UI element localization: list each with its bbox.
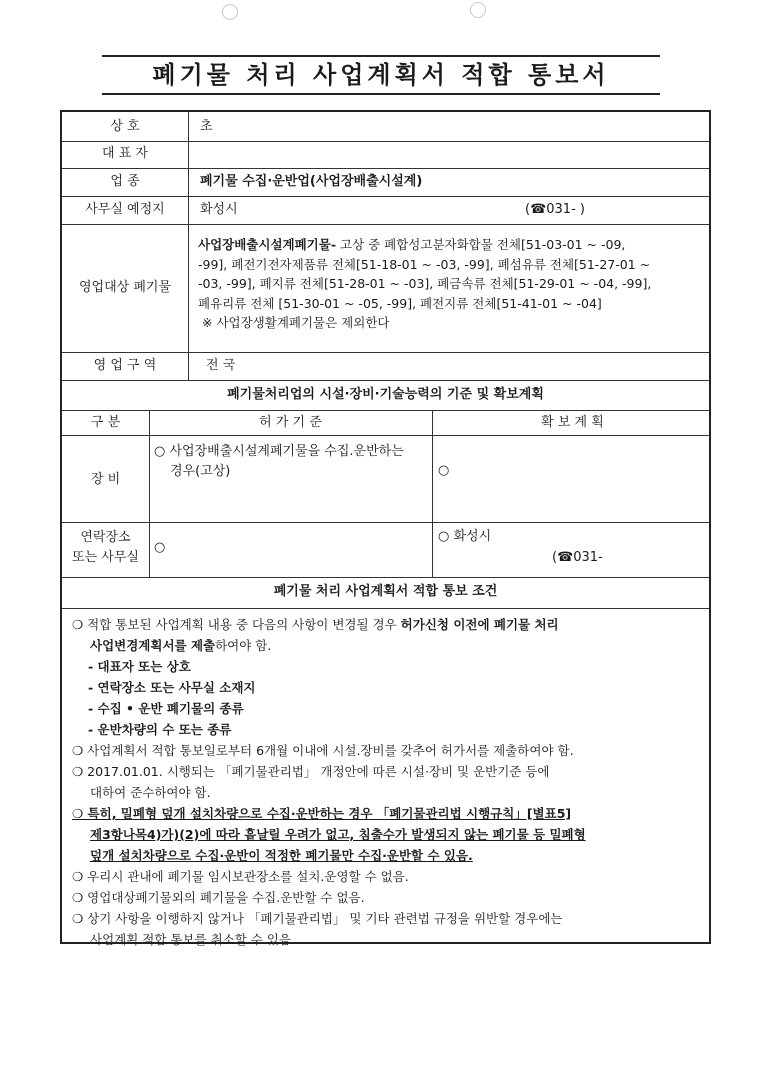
punch-hole-mark [222, 4, 238, 20]
condition-sub-item: - 대표자 또는 상호 [88, 659, 191, 674]
business-area-value: 전 국 [206, 358, 236, 373]
condition-sub-item: - 연락장소 또는 사무실 소재지 [88, 680, 256, 695]
company-value: 초 [200, 119, 213, 134]
document-title: 폐기물 처리 사업계획서 적합 통보서 [102, 55, 660, 95]
section-conditions-heading: 폐기물 처리 사업계획서 적합 통보 조건 [273, 584, 498, 599]
equipment-criteria: ○ 사업장배출시설계폐기물을 수집.운반하는 경우(고상) [154, 444, 404, 479]
condition-4: ❍ 특히, 밀폐형 덮개 설치차량으로 수집·운반하는 경우 「폐기물관리법 시행규칙」[별표5] [72, 806, 572, 821]
equipment-plan: ○ [438, 463, 450, 478]
punch-hole-mark [470, 2, 486, 18]
label-business-area: 영 업 구 역 [93, 358, 157, 373]
label-target-waste: 영업대상 폐기물 [78, 280, 172, 295]
condition-1: ❍ 적합 통보된 사업계획 내용 중 다음의 사항이 변경될 경우 허가신청 이전에 폐기물 처리 [72, 617, 559, 632]
contact-plan-phone: (☎031- [552, 550, 603, 565]
target-waste-description: 사업장배출시설계폐기물- 고상 중 폐합성고분자화합물 전체[51-03-01 ~ -09, -99], 폐전기전자제품류 전체[51-18-01 ~ -03, -99], 폐섬유류 전체[51-27-01 ~ -03, -99], 폐지류 전체[51-28-01 ~ -03], 폐금속류 전체[51-29-01 ~ -04, -99], 폐유리류 전체 [51-30-01 ~ -05, -99], 폐전지류 전체[51-41-01 ~ -04] ※ 사업장생활계폐기물은 제외한다 [198, 235, 708, 333]
contact-label: 연락장소 또는 사무실 [72, 530, 139, 565]
condition-5: ❍ 우리시 관내에 폐기물 임시보관장소를 설치.운영할 수 없음. [72, 869, 409, 884]
office-site-value: 화성시 [200, 202, 238, 217]
label-office-site: 사무실 예정지 [85, 202, 165, 217]
equipment-label: 장 비 [90, 472, 121, 487]
section-facilities-heading: 폐기물처리업의 시설·장비·기술능력의 기준 및 확보계획 [227, 387, 544, 402]
column-category: 구 분 [90, 415, 121, 430]
condition-7: ❍ 상기 사항을 이행하지 않거나 「폐기물관리법」 및 기타 관련법 규정을 위반할 경우에는 [72, 911, 563, 926]
column-plan: 확 보 계 획 [541, 415, 604, 430]
condition-sub-item: - 수집 • 운반 폐기물의 종류 [88, 701, 244, 716]
column-criteria: 허 가 기 준 [259, 415, 322, 430]
condition-3: ❍ 2017.01.01. 시행되는 「폐기물관리법」 개정안에 따른 시설·장비 및 운반기준 등에 [72, 764, 550, 779]
label-representative: 대 표 자 [102, 146, 148, 161]
office-phone: (☎031- ) [525, 202, 585, 217]
contact-plan-address: ○ 화성시 [438, 529, 492, 544]
condition-6: ❍ 영업대상폐기물외의 폐기물을 수집.운반할 수 없음. [72, 890, 365, 905]
contact-criteria: ○ [154, 540, 166, 555]
notice-form: 상 호 초 대 표 자 업 종 폐기물 수집·운반업(사업장배출시설계) 사무실 예정지 화성시 (☎031- ) 영업대상 폐기물 사업장배출시설계폐기물- 고상 중 폐합성고분자화합물 전체[51-03-01 ~ -09, -99], 폐전기전자제품류 전체[51-18-01 ~ -03, -99], 폐섬유류 전체[51-27-01 ~ -03, -99], 폐지류 전체[51-28-01 ~ -03], 폐금속류 전체[51-29-01 ~ -04, -99], 폐유리류 전체 [51-30-01 ~ -05, -99], 폐전지류 전체[51-41-01 ~ -04] ※ 사업장생활계폐기물은 제외한다 영 업 구 역 전 국 폐기물처리업의 시설·장비·기술능력의 기준 및 확보계획 구 분 허 가 기 준 확 보 계 획 장 비 ○ 사업장배출시설계폐기물을 수집.운반하는 경우(고상) ○ 연락장소 또는 사무실 ○ ○ 화성시 (☎031- 폐기물 처리 사업계획서 적합 통보 조건 ❍ 적합 통보된 사업계획 내용 중 다음의 사항이 변경될 경우 허가신청 이전에 폐기물 처리 사업변경계획서를 제출하여야 함. - 대표자 또는 상호 - 연락장소 또는 사무실 소재지 - 수집 • 운반 폐기물의 종류 - 운반차량의 수 또는 종류 ❍ 사업계획서 적합 통보일로부터 6개월 이내에 시설.장비를 갖추어 허가서를 제출하여야 함. ❍ 2017.01.01. 시행되는 「폐기물관리법」 개정안에 따른 시설·장비 및 운반기준 등에 대하여 준수하여야 함. ❍ 특히, 밀폐형 덮개 설치차량으로 수집·운반하는 경우 「폐기물관리법 시행규칙」[별표5] 제3항나목4)가)(2)에 따라 흩날릴 우려가 없고, 침출수가 발생되지 않는 폐기물 등 밀폐형 덮개 설치차량으로 수집·운반이 적정한 폐기물만 수집·운반할 수 있음. ❍ 우리시 관내에 폐기물 임시보관장소를 설치.운영할 수 없음. ❍ 영업대상폐기물외의 폐기물을 수집.운반할 수 없음. ❍ 상기 사항을 이행하지 않거나 「폐기물관리법」 및 기타 관련법 규정을 위반할 경우에는 사업계획 적합 통보를 취소할 수 있음. [60, 110, 711, 944]
condition-2: ❍ 사업계획서 적합 통보일로부터 6개월 이내에 시설.장비를 갖추어 허가서를 제출하여야 함. [72, 743, 574, 758]
label-company: 상 호 [110, 119, 140, 134]
target-waste-heading: 사업장배출시설계폐기물- [198, 237, 337, 252]
target-waste-note: ※ 사업장생활계폐기물은 제외한다 [202, 315, 390, 330]
business-type-value: 폐기물 수집·운반업(사업장배출시설계) [200, 174, 423, 189]
label-business-type: 업 종 [110, 174, 140, 189]
condition-sub-item: - 운반차량의 수 또는 종류 [88, 722, 232, 737]
